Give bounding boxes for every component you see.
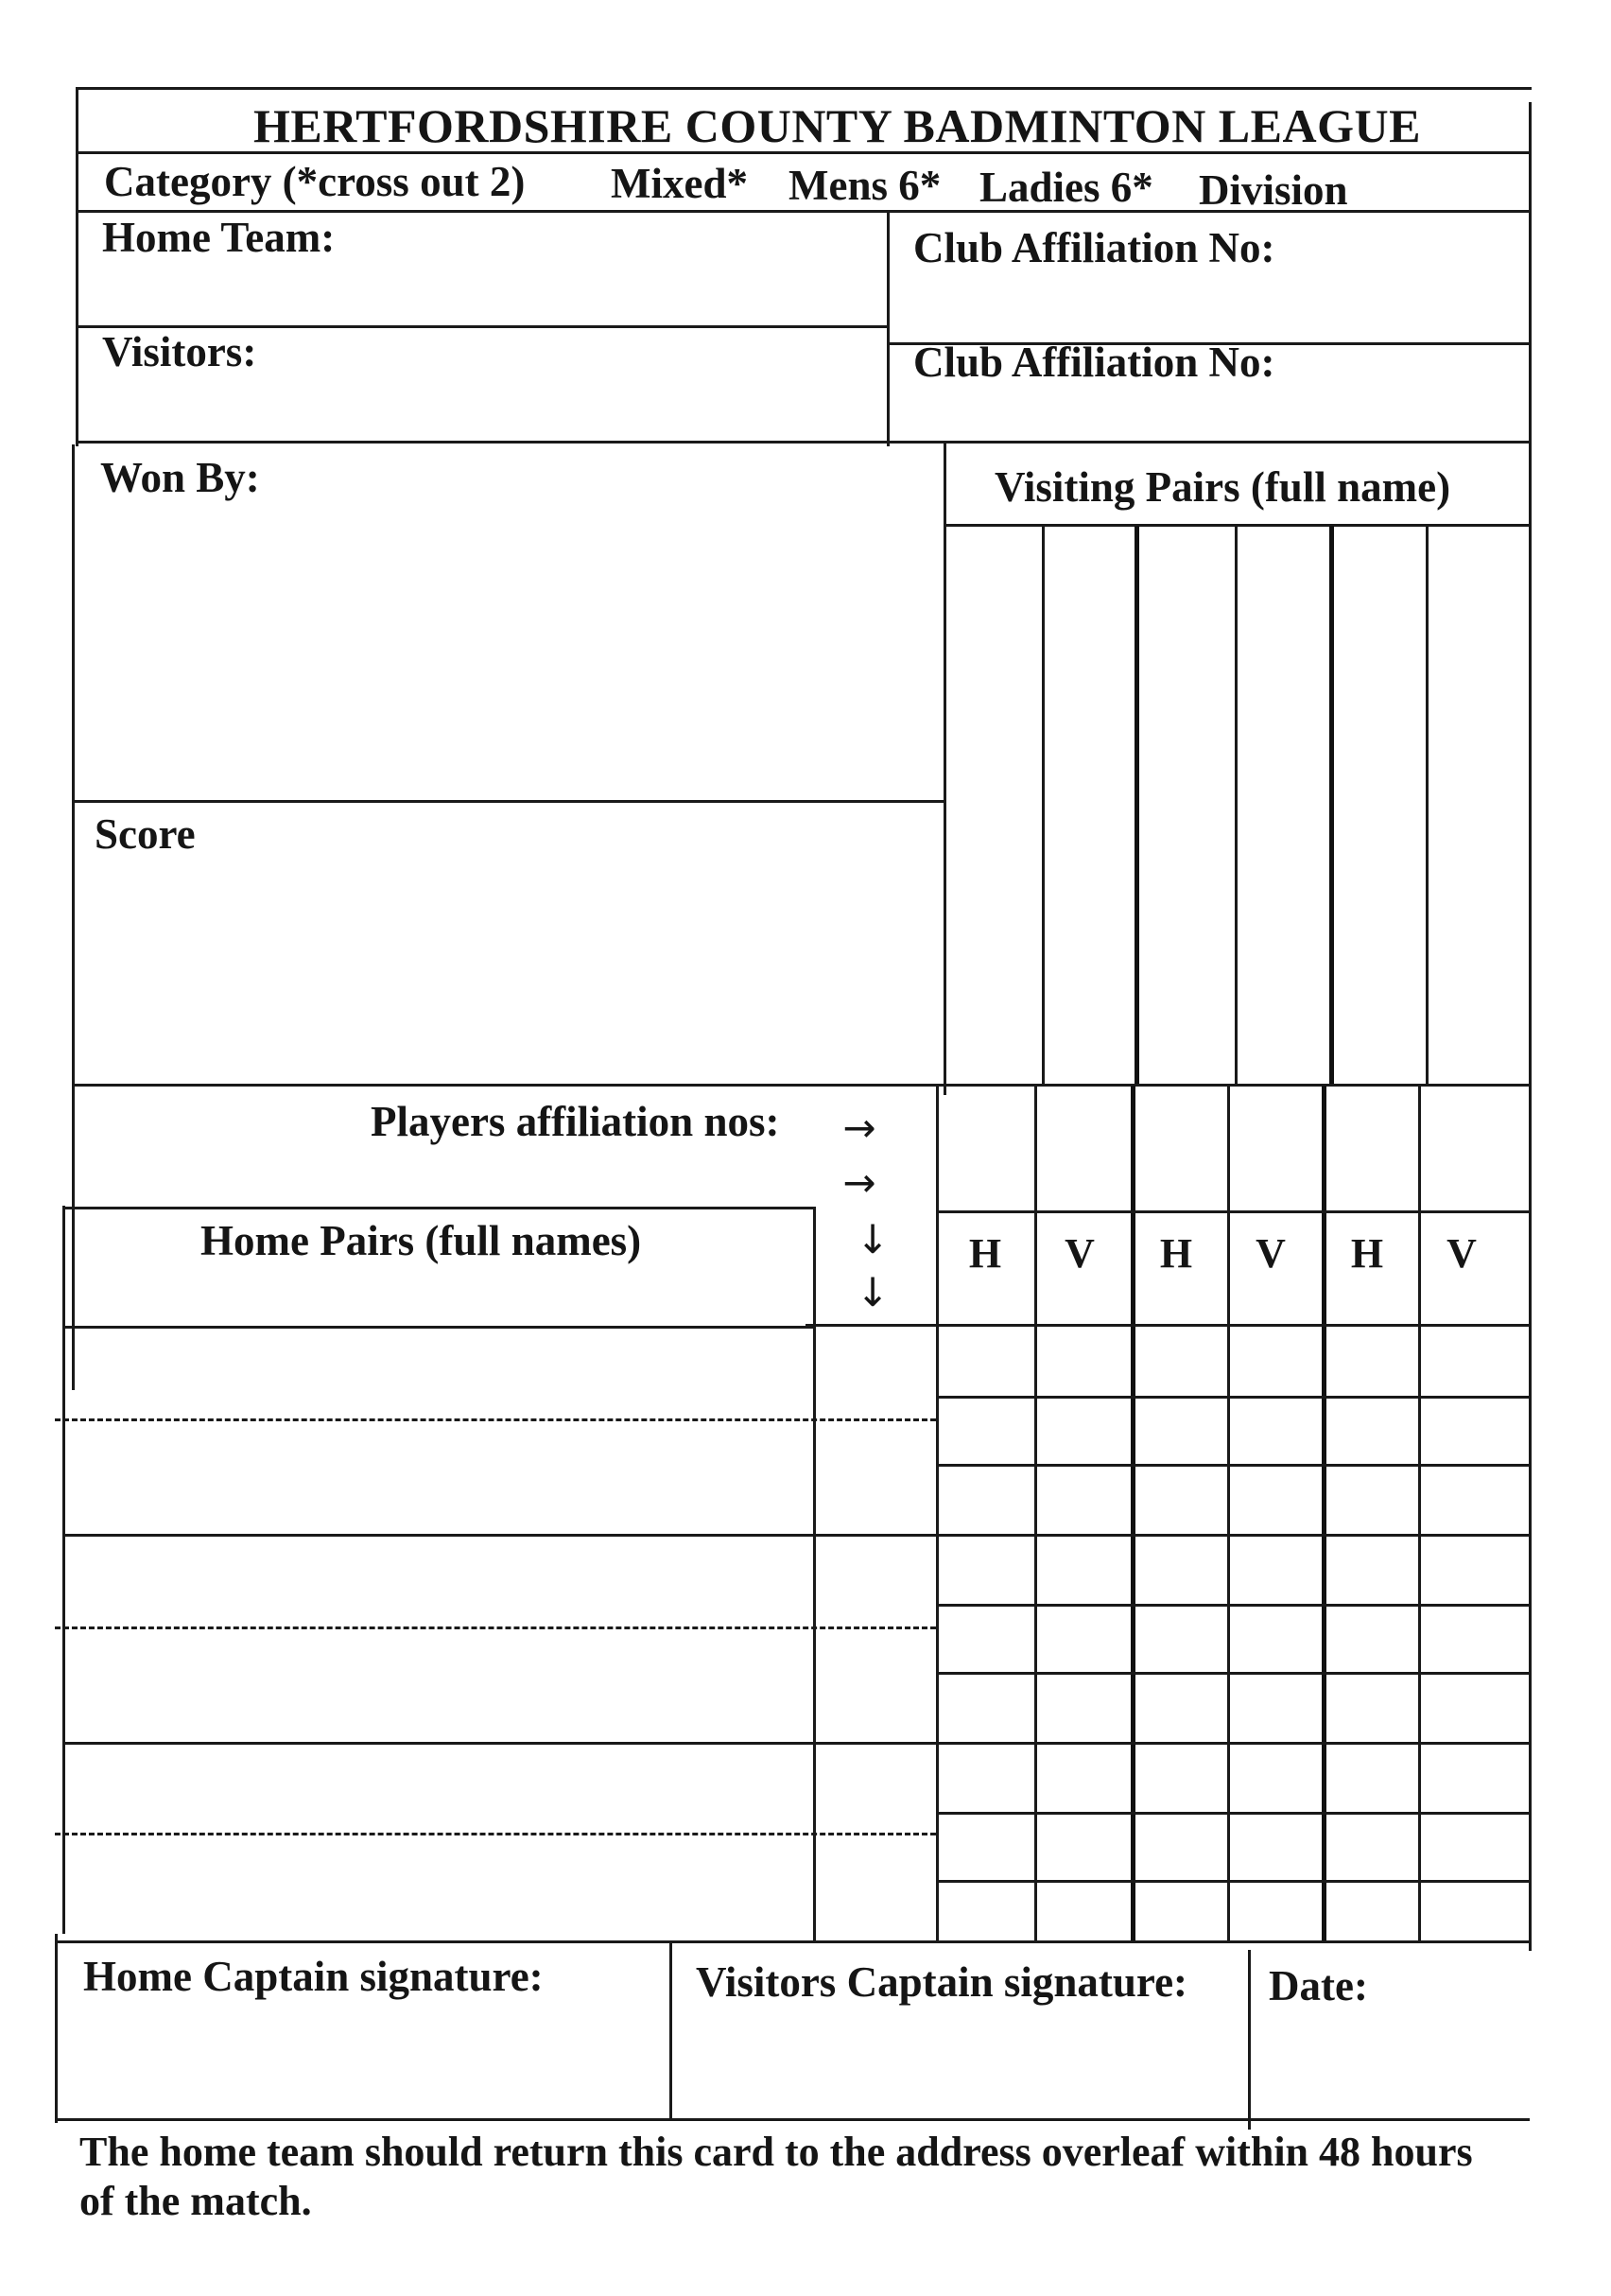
pair-row-divider [62,1534,1530,1537]
home-pairs-right-edge [813,1207,816,1940]
border-left-line [76,87,78,446]
date-field[interactable] [1252,1957,1501,2124]
border-top-line [78,87,1532,90]
border-left-line [55,1934,58,2123]
border-left-line [72,444,75,1390]
signature-divider [669,1940,672,2120]
team-column-divider [887,210,890,446]
home-team-label: Home Team: [102,214,336,261]
column-header-visitor: V [1065,1230,1095,1277]
category-underline [78,210,1530,213]
home-captain-signature-label: Home Captain signature: [83,1953,544,2000]
home-club-affiliation-label: Club Affiliation No: [913,224,1275,271]
won-by-label: Won By: [100,454,260,501]
visitors-captain-signature-label: Visitors Captain signature: [696,1958,1188,2006]
visitors-label: Visitors: [102,328,257,375]
home-pairs-header-underline [62,1326,815,1329]
score-grid-row-line [936,1672,1530,1675]
visitors-club-affiliation-label: Club Affiliation No: [913,339,1275,386]
arrow-down-icon: ↓ [856,1269,890,1315]
signature-row-topline [55,1940,1530,1943]
visitors-club-affiliation-field[interactable] [889,345,1528,440]
pair-name-separator [55,1418,936,1421]
visiting-pairs-header-underline [945,524,1530,527]
score-grid-row-line [936,1396,1530,1399]
category-option-mixed[interactable]: Mixed* [611,160,748,207]
score-grid-row-line [936,1812,1530,1815]
score-grid-row-line [936,1604,1530,1607]
category-label: Category (*cross out 2) [104,158,526,205]
hv-header-underline [806,1324,1530,1327]
visiting-col-divider [1235,526,1238,1084]
visiting-pairs-names-area[interactable] [945,530,1522,1097]
won-by-right-edge [944,443,946,1095]
border-left-line [62,1206,65,1934]
score-grid-row-line [936,1880,1530,1883]
column-header-home: H [968,1230,1002,1277]
score-label: Score [95,810,196,858]
visiting-pairs-label: Visiting Pairs (full name) [995,463,1451,511]
visitors-underline [78,441,1530,444]
pair-row-divider [62,1742,1530,1745]
score-field[interactable] [74,804,942,1084]
visiting-col-divider [1042,526,1045,1084]
footer-note: The home team should return this card to the address overleaf within 48 hours of the match. [79,2129,1473,2224]
won-by-underline [72,800,944,803]
home-club-affiliation-field[interactable] [889,227,1528,340]
arrow-right-icon: → [842,1159,876,1206]
home-team-underline [78,325,887,328]
players-affiliation-label: Players affiliation nos: [371,1098,780,1145]
visiting-pair-divider [1329,526,1334,1084]
visiting-col-divider [1426,526,1429,1084]
visitors-captain-signature-field[interactable] [671,1954,1239,2120]
category-option-mens[interactable]: Mens 6* [788,162,942,209]
column-header-home: H [1159,1230,1193,1277]
arrow-right-icon: → [842,1105,876,1151]
division-label: Division [1199,166,1348,214]
form-title: HERTFORDSHIRE COUNTY BADMINTON LEAGUE [253,99,1421,152]
column-header-visitor: V [1256,1230,1286,1277]
column-header-visitor: V [1446,1230,1477,1277]
category-option-ladies[interactable]: Ladies 6* [979,164,1153,211]
won-by-field[interactable] [78,444,944,798]
signature-divider [1248,1950,1251,2130]
arrow-down-icon: ↓ [856,1216,890,1262]
title-underline [78,151,1530,154]
home-pairs-label: Home Pairs (full names) [200,1217,642,1264]
home-captain-signature-field[interactable] [57,1948,667,2118]
pair-name-separator [55,1833,936,1835]
date-label: Date: [1269,1962,1368,2009]
visitors-field[interactable] [79,331,885,435]
score-underline [72,1084,1530,1087]
pair-name-separator [55,1626,936,1629]
hv-header-topline [936,1210,1530,1213]
visiting-pair-divider [1135,526,1139,1084]
home-affiliation-underline [889,342,1530,345]
column-header-home: H [1350,1230,1384,1277]
home-team-field[interactable] [79,217,885,322]
home-pairs-header-topline [62,1207,815,1209]
score-grid-row-line [936,1464,1530,1467]
signature-row-bottomline [55,2118,1530,2121]
